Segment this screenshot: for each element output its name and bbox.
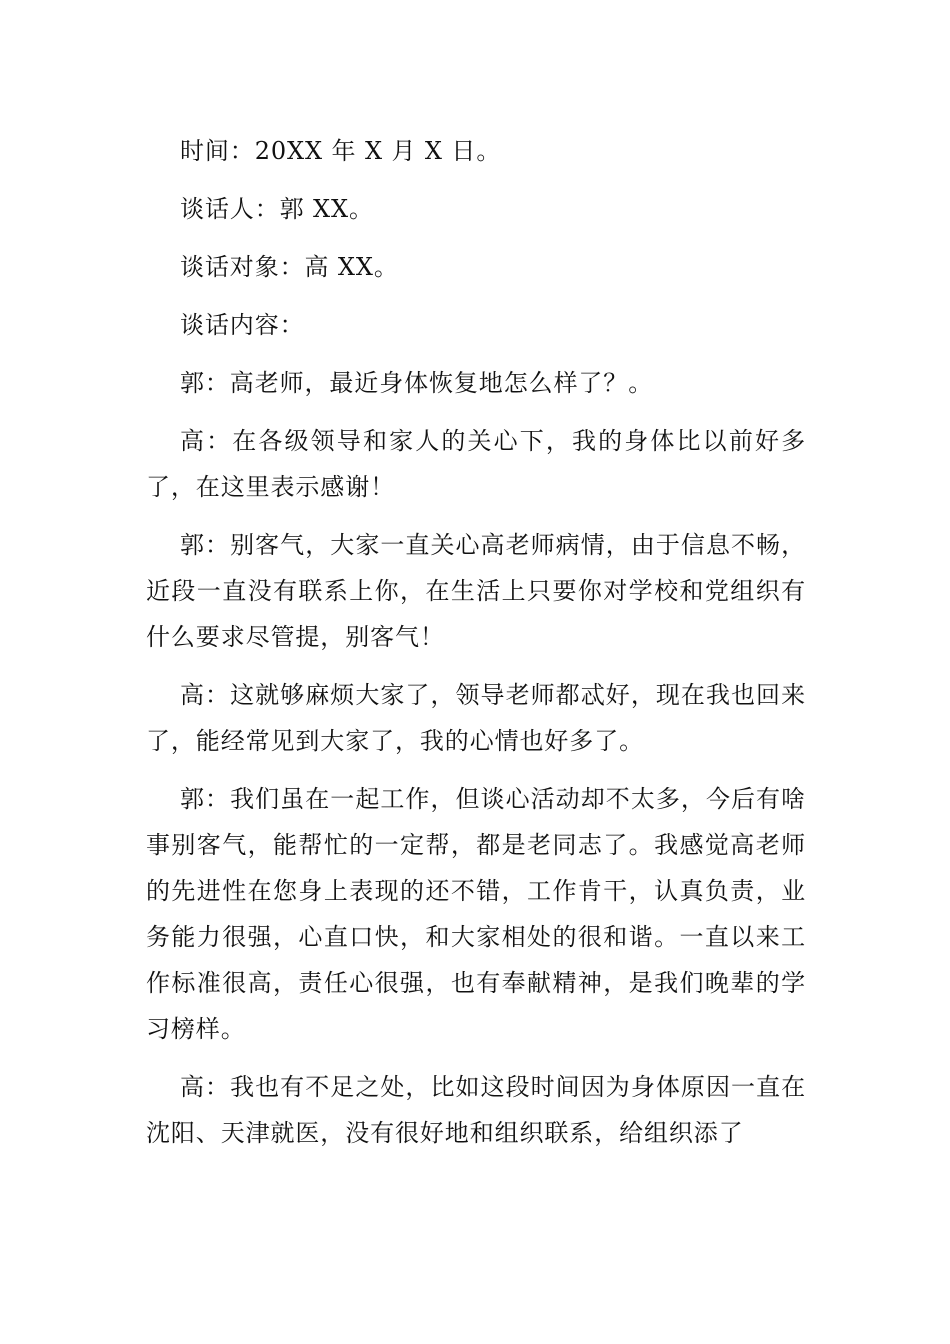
dialogue-paragraph: 郭：我们虽在一起工作，但谈心活动却不太多，今后有啥事别客气，能帮忙的一定帮，都是老同志了。我感觉高老师的先进性在您身上表现的还不错，工作肯干，认真负责，业务能力很强，心直口快，和大家相处的很和谐。一直以来工作标准很高，责任心很强，也有奉献精神，是我们晚辈的学习榜样。	[146, 785, 806, 1043]
speaker-line: 谈话人：郭 XX。	[180, 195, 374, 223]
document-page	[146, 128, 806, 1168]
content-heading: 谈话内容：	[180, 311, 305, 339]
meeting-time: 时间：20XX 年 X 月 X 日。	[180, 137, 502, 165]
dialogue-paragraph: 高：这就够麻烦大家了，领导老师都忒好，现在我也回来了，能经常见到大家了，我的心情也好多了。	[146, 681, 806, 755]
dialogue-paragraph: 郭：别客气，大家一直关心高老师病情，由于信息不畅，近段一直没有联系上你，在生活上只要你对学校和党组织有什么要求尽管提，别客气！	[146, 531, 806, 651]
dialogue-paragraph: 郭：高老师，最近身体恢复地怎么样了？。	[180, 369, 654, 397]
interviewee-line: 谈话对象：高 XX。	[180, 253, 399, 281]
dialogue-paragraph: 高：我也有不足之处，比如这段时间因为身体原因一直在沈阳、天津就医，没有很好地和组织联系，给组织添了	[146, 1073, 806, 1147]
dialogue-paragraph: 高：在各级领导和家人的关心下，我的身体比以前好多了，在这里表示感谢！	[146, 427, 806, 501]
